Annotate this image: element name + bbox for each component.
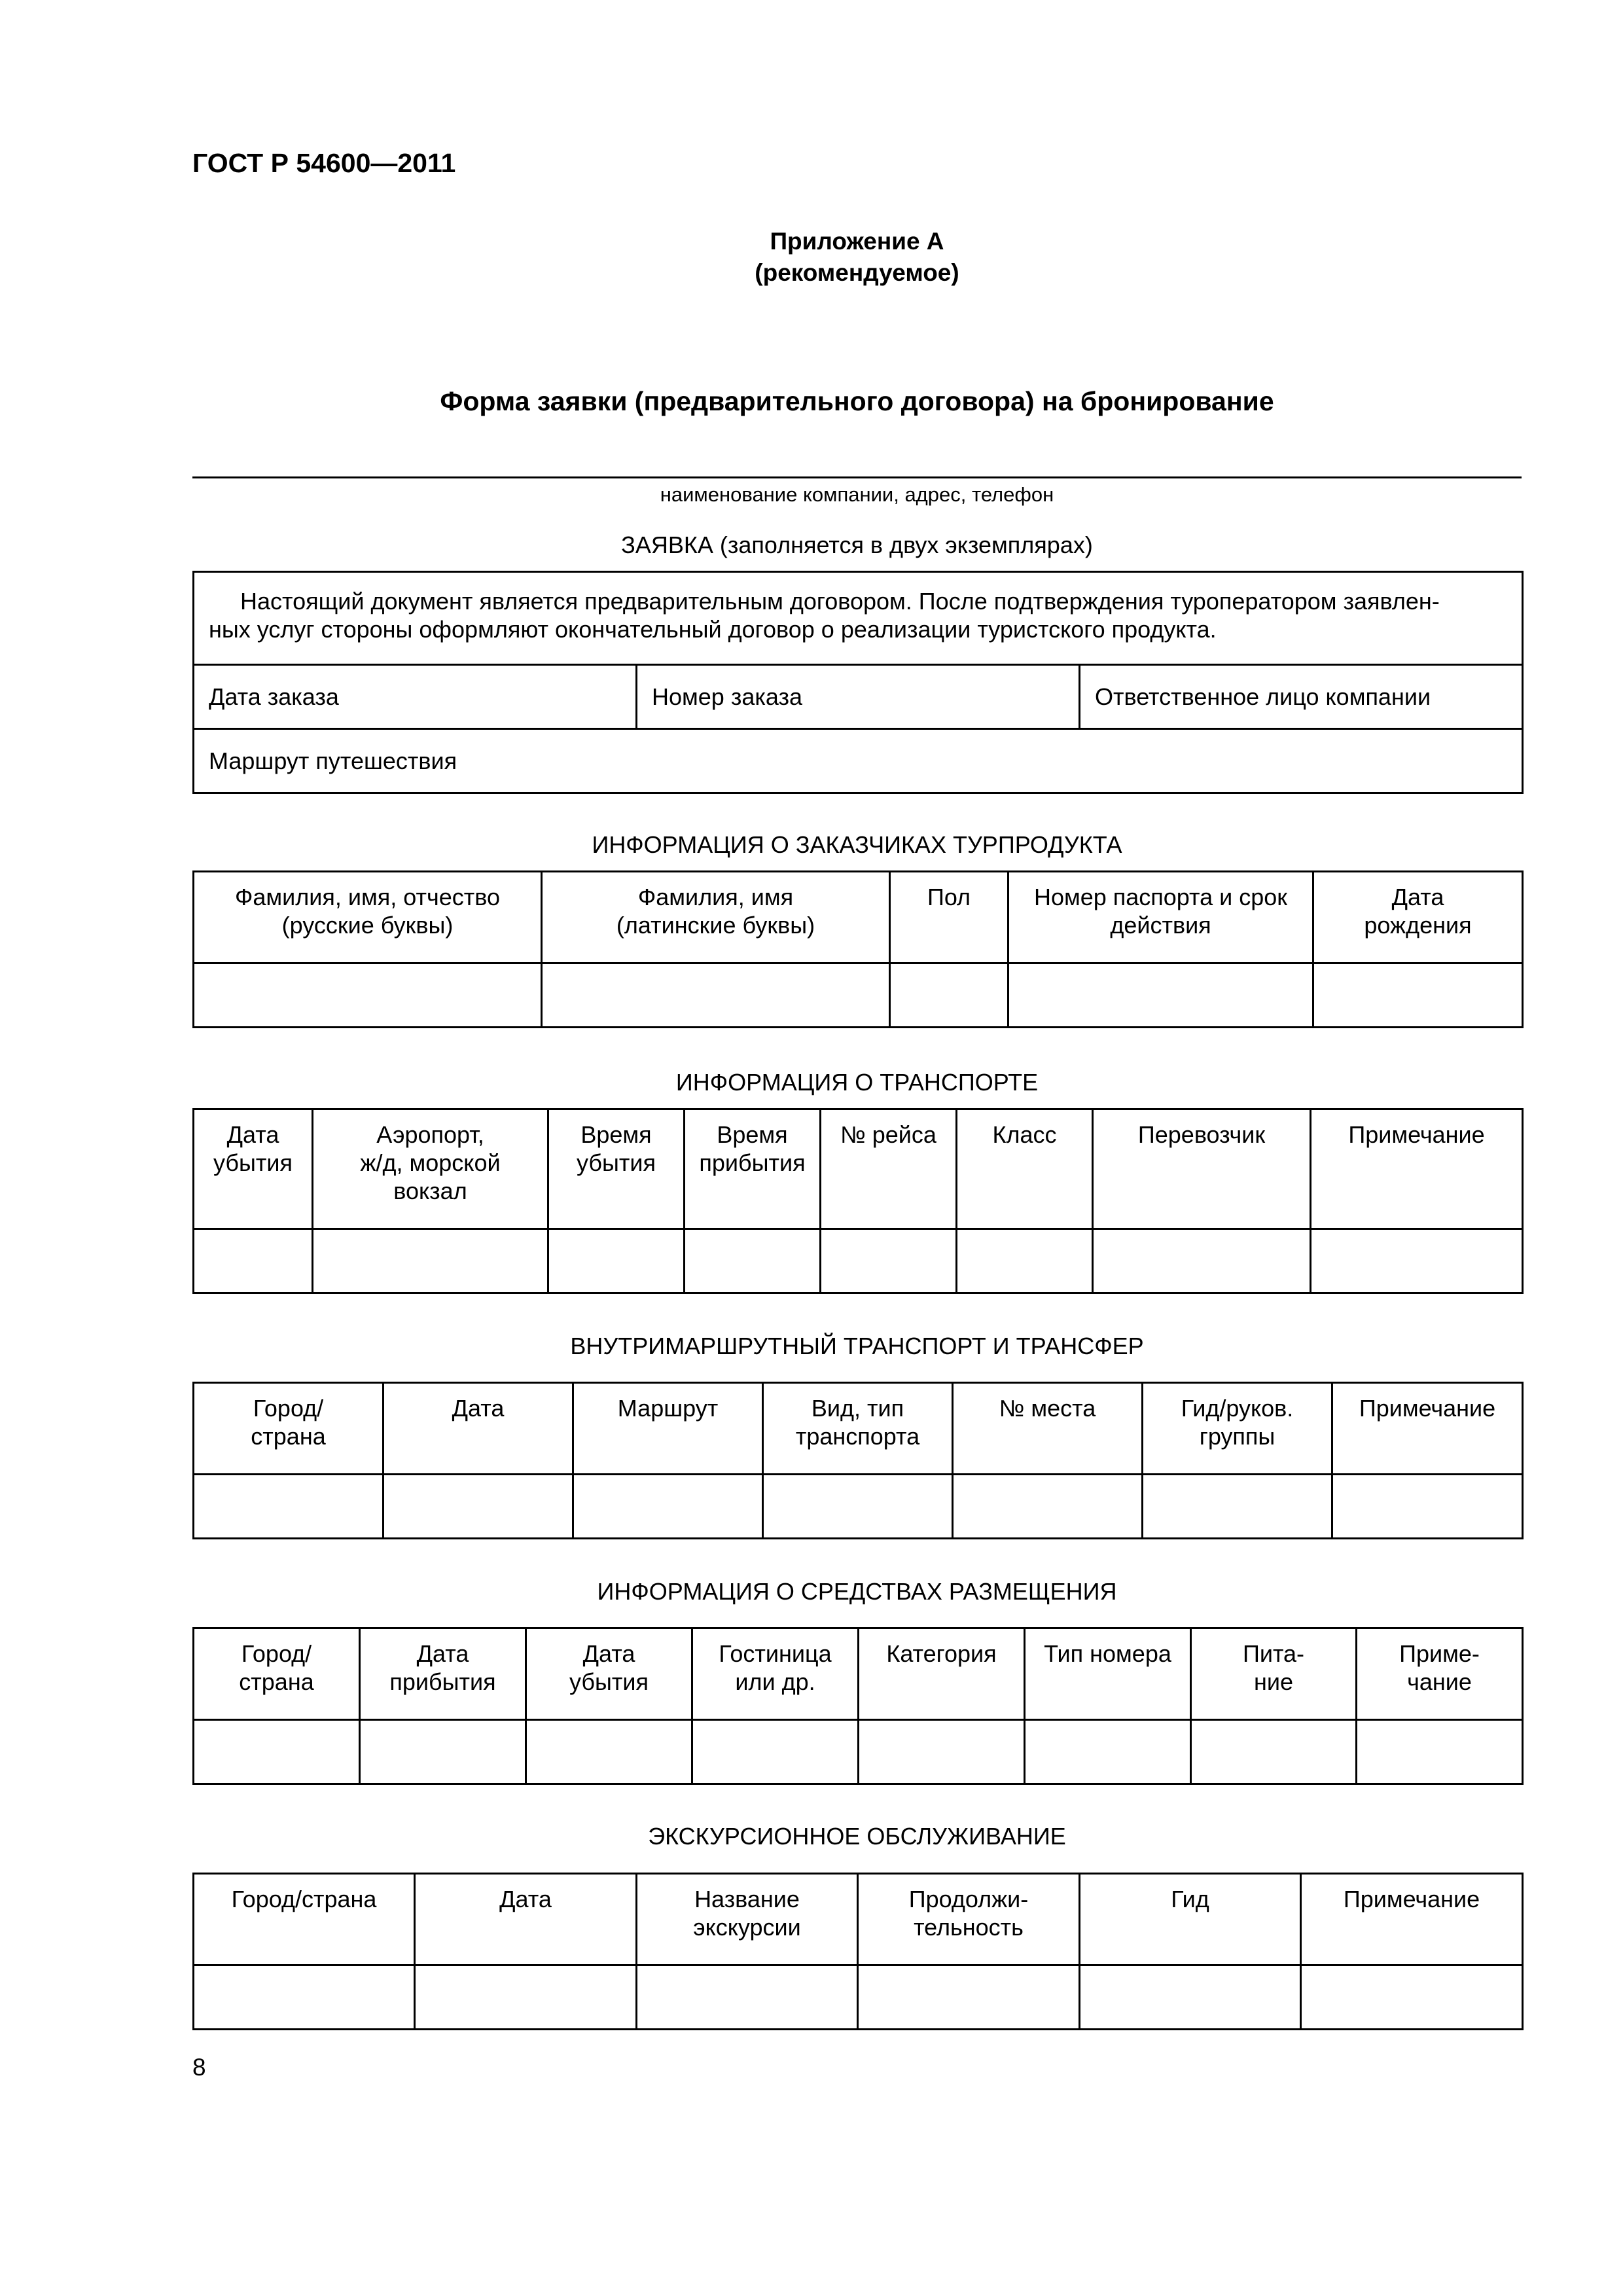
transport-col-carrier: Перевозчик — [1093, 1109, 1311, 1229]
accommodation-col-arrival: Дата прибытия — [360, 1628, 526, 1720]
accommodation-col-meals: Пита- ние — [1191, 1628, 1357, 1720]
customers-header-row — [194, 872, 1523, 963]
company-caption: наименование компании, адрес, телефон — [660, 483, 1054, 506]
accommodation-col-departure: Дата убытия — [526, 1628, 692, 1720]
excursions-col-title: Название экскурсии — [637, 1874, 858, 1965]
accommodation-entry-cell[interactable] — [1357, 1720, 1523, 1784]
accommodation-entry-row — [194, 1720, 1523, 1784]
transport-entry-cell[interactable] — [194, 1229, 313, 1293]
intra-route-header-row — [194, 1383, 1523, 1475]
accommodation-entry-cell[interactable] — [360, 1720, 526, 1784]
transport-col-station: Аэропорт, ж/д, морской вокзал — [313, 1109, 548, 1229]
transport-entry-cell[interactable] — [1093, 1229, 1311, 1293]
excursions-col-date: Дата — [415, 1874, 637, 1965]
document-code: ГОСТ Р 54600—2011 — [192, 148, 456, 178]
accommodation-col-note: Приме- чание — [1357, 1628, 1523, 1720]
transport-entry-cell[interactable] — [548, 1229, 685, 1293]
customers-entry-cell[interactable] — [194, 963, 542, 1028]
excursions-header-row — [194, 1874, 1523, 1965]
intra-route-col-route: Маршрут — [573, 1383, 763, 1475]
customers-col-passport: Номер паспорта и срок действия — [1008, 872, 1313, 963]
customers-entry-cell[interactable] — [542, 963, 890, 1028]
intra-route-table — [192, 1382, 1524, 1539]
intra-route-entry-cell[interactable] — [953, 1475, 1143, 1539]
customers-table — [192, 870, 1524, 1028]
excursions-entry-cell[interactable] — [1080, 1965, 1301, 2030]
order-number-cell[interactable]: Номер заказа — [637, 665, 1080, 729]
accommodation-entry-cell[interactable] — [1025, 1720, 1191, 1784]
appendix-status: (рекомендуемое) — [755, 259, 959, 286]
accommodation-heading: ИНФОРМАЦИЯ О СРЕДСТВАХ РАЗМЕЩЕНИЯ — [597, 1578, 1117, 1605]
accommodation-table — [192, 1627, 1524, 1785]
transport-col-class: Класс — [957, 1109, 1093, 1229]
accommodation-entry-cell[interactable] — [859, 1720, 1025, 1784]
request-heading: ЗАЯВКА (заполняется в двух экземплярах) — [621, 531, 1093, 558]
excursions-entry-cell[interactable] — [858, 1965, 1080, 2030]
transport-header-row — [194, 1109, 1523, 1229]
accommodation-col-city: Город/ страна — [194, 1628, 360, 1720]
transport-entry-cell[interactable] — [685, 1229, 821, 1293]
appendix-label: Приложение А — [770, 228, 944, 255]
accommodation-entry-cell[interactable] — [692, 1720, 859, 1784]
intra-route-entry-row — [194, 1475, 1523, 1539]
company-fill-line — [192, 476, 1522, 478]
excursions-heading: ЭКСКУРСИОННОЕ ОБСЛУЖИВАНИЕ — [648, 1823, 1066, 1850]
accommodation-entry-cell[interactable] — [526, 1720, 692, 1784]
intra-route-entry-cell[interactable] — [383, 1475, 573, 1539]
intra-route-col-date: Дата — [383, 1383, 573, 1475]
request-order-row — [194, 665, 1523, 729]
excursions-entry-row — [194, 1965, 1523, 2030]
transport-entry-cell[interactable] — [957, 1229, 1093, 1293]
accommodation-entry-cell[interactable] — [194, 1720, 360, 1784]
excursions-col-guide: Гид — [1080, 1874, 1301, 1965]
accommodation-col-category: Категория — [859, 1628, 1025, 1720]
request-intro-line-2: ных услуг стороны оформляют окончательный договор о реализации туристского продукта. — [209, 616, 1217, 643]
intra-route-entry-cell[interactable] — [1143, 1475, 1332, 1539]
customers-col-name-lat: Фамилия, имя (латинские буквы) — [542, 872, 890, 963]
intra-route-col-note: Примечание — [1332, 1383, 1523, 1475]
excursions-entry-cell[interactable] — [637, 1965, 858, 2030]
transport-table — [192, 1108, 1524, 1294]
customers-entry-cell[interactable] — [890, 963, 1008, 1028]
excursions-col-city: Город/страна — [194, 1874, 415, 1965]
excursions-col-note: Примечание — [1301, 1874, 1523, 1965]
customers-entry-cell[interactable] — [1313, 963, 1523, 1028]
transport-col-flight-number: № рейса — [821, 1109, 957, 1229]
excursions-entry-cell[interactable] — [1301, 1965, 1523, 2030]
intra-route-entry-cell[interactable] — [1332, 1475, 1523, 1539]
transport-entry-cell[interactable] — [821, 1229, 957, 1293]
transport-col-departure-time: Время убытия — [548, 1109, 685, 1229]
customers-entry-row — [194, 963, 1523, 1028]
excursions-entry-cell[interactable] — [415, 1965, 637, 2030]
customers-heading: ИНФОРМАЦИЯ О ЗАКАЗЧИКАХ ТУРПРОДУКТА — [592, 831, 1122, 858]
intra-route-col-seat: № места — [953, 1383, 1143, 1475]
intra-route-col-city: Город/ страна — [194, 1383, 383, 1475]
order-date-cell[interactable]: Дата заказа — [194, 665, 637, 729]
appendix-heading — [192, 226, 1522, 289]
transport-col-note: Примечание — [1311, 1109, 1523, 1229]
customers-col-sex: Пол — [890, 872, 1008, 963]
customers-col-birthdate: Дата рождения — [1313, 872, 1523, 963]
intra-route-heading: ВНУТРИМАРШРУТНЫЙ ТРАНСПОРТ И ТРАНСФЕР — [570, 1333, 1144, 1359]
request-table — [192, 571, 1524, 794]
accommodation-col-hotel: Гостиница или др. — [692, 1628, 859, 1720]
transport-col-departure-date: Дата убытия — [194, 1109, 313, 1229]
form-title: Форма заявки (предварительного договора) на бронирование — [440, 386, 1274, 416]
intra-route-entry-cell[interactable] — [763, 1475, 953, 1539]
accommodation-header-row — [194, 1628, 1523, 1720]
transport-heading: ИНФОРМАЦИЯ О ТРАНСПОРТЕ — [675, 1069, 1039, 1096]
request-intro-cell — [194, 572, 1523, 665]
page-number: 8 — [192, 2054, 206, 2081]
accommodation-col-room-type: Тип номера — [1025, 1628, 1191, 1720]
request-intro-line-1: Настоящий документ является предварительным договором. После подтверждения туроператором заявлен- — [240, 588, 1440, 615]
transport-entry-row — [194, 1229, 1523, 1293]
travel-route-cell[interactable]: Маршрут путешествия — [194, 729, 1523, 793]
excursions-col-duration: Продолжи- тельность — [858, 1874, 1080, 1965]
intra-route-entry-cell[interactable] — [194, 1475, 383, 1539]
request-route-row — [194, 729, 1523, 793]
intra-route-entry-cell[interactable] — [573, 1475, 763, 1539]
excursions-entry-cell[interactable] — [194, 1965, 415, 2030]
intra-route-col-vehicle: Вид, тип транспорта — [763, 1383, 953, 1475]
customers-entry-cell[interactable] — [1008, 963, 1313, 1028]
transport-col-arrival-time: Время прибытия — [685, 1109, 821, 1229]
transport-entry-cell[interactable] — [1311, 1229, 1523, 1293]
intra-route-col-guide: Гид/руков. группы — [1143, 1383, 1332, 1475]
responsible-person-cell[interactable]: Ответственное лицо компании — [1080, 665, 1523, 729]
customers-col-name-ru: Фамилия, имя, отчество (русские буквы) — [194, 872, 542, 963]
excursions-table — [192, 1873, 1524, 2030]
request-intro-row — [194, 572, 1523, 665]
accommodation-entry-cell[interactable] — [1191, 1720, 1357, 1784]
transport-entry-cell[interactable] — [313, 1229, 548, 1293]
